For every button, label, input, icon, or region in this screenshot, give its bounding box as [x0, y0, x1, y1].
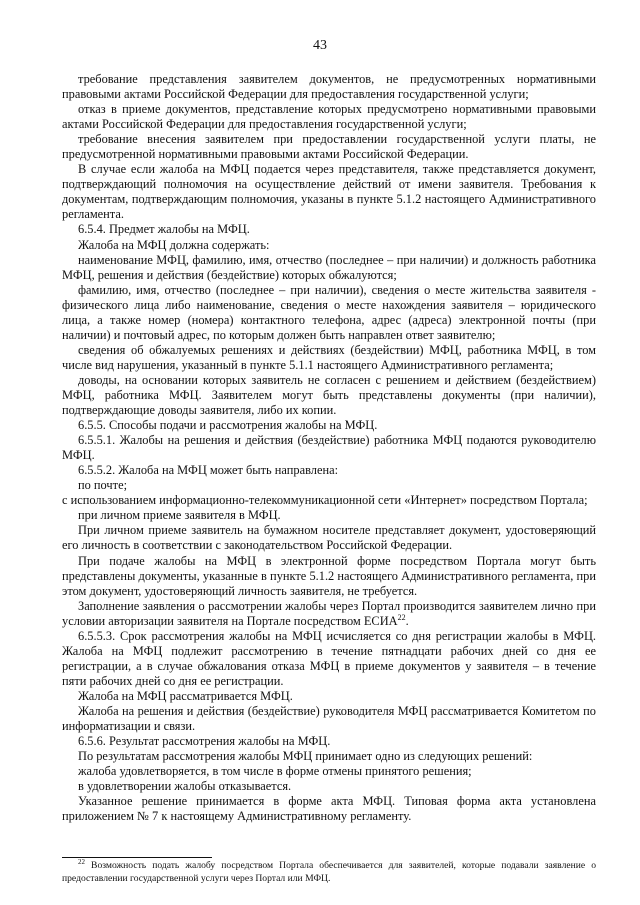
paragraph: 6.5.5.1. Жалобы на решения и действия (бездействие) работника МФЦ подаются руководителю МФЦ.: [62, 433, 596, 463]
paragraph: Указанное решение принимается в форме акта МФЦ. Типовая форма акта установлена приложением № 7 к настоящему Административному регламенту.: [62, 794, 596, 824]
paragraph: доводы, на основании которых заявитель не согласен с решением и действием (бездействием) МФЦ, работника МФЦ. Заявителем могут быть представлены документы (при наличии), подтверждающие доводы заявителя, либо их копии.: [62, 372, 596, 418]
paragraph: По результатам рассмотрения жалобы МФЦ принимает одно из следующих решений:: [78, 749, 533, 764]
paragraph: требование представления заявителем документов, не предусмотренных нормативными правовыми актами Российской Федерации для предоставления государственной услуги;: [62, 72, 596, 102]
paragraph: требование внесения заявителем при предоставлении государственной услуги платы, не предусмотренной нормативными правовыми актами Российской Федерации.: [62, 132, 596, 162]
paragraph: жалоба удовлетворяется, в том числе в форме отмены принятого решения;: [78, 764, 472, 779]
paragraph: отказ в приеме документов, представление которых предусмотрено нормативными правовыми актами Российской Федерации для предоставления государственной услуги;: [62, 102, 596, 132]
page-number: 43: [313, 38, 327, 53]
paragraph: при личном приеме заявителя в МФЦ.: [78, 508, 281, 523]
paragraph: с использованием информационно-телекоммуникационной сети «Интернет» посредством Портала;: [62, 493, 588, 508]
footnote-ref-punct: .: [405, 613, 409, 628]
paragraph-with-footnote: [62, 599, 596, 629]
section-heading: 6.5.6. Результат рассмотрения жалобы на МФЦ.: [78, 734, 331, 749]
footnote-text: Возможность подать жалобу посредством Портала обеспечивается для заявителей, которые подавали заявление о предоставлении государственной услуги через Портал или МФЦ.: [62, 860, 596, 884]
section-heading: 6.5.5. Способы подачи и рассмотрения жалобы на МФЦ.: [78, 418, 378, 433]
paragraph: 6.5.5.3. Срок рассмотрения жалобы на МФЦ исчисляется со дня регистрации жалобы в МФЦ. Жалоба на МФЦ подлежит рассмотрению в течение пятнадцати рабочих дней со дня ее регистрации, а в случае обжалования отказа МФЦ в приеме документов у заявителя – в течение пяти рабочих дней со дня ее регистрации.: [62, 628, 596, 688]
paragraph: Жалоба на МФЦ рассматривается МФЦ.: [78, 688, 293, 703]
footnote-ref: 22: [397, 612, 406, 622]
paragraph: 6.5.5.2. Жалоба на МФЦ может быть направлена:: [78, 463, 339, 478]
paragraph: сведения об обжалуемых решениях и действиях (бездействии) МФЦ, работника МФЦ, в том числе вид нарушения, указанный в пункте 5.1.1 настоящего Административного регламента;: [62, 342, 596, 372]
paragraph: При личном приеме заявитель на бумажном носителе представляет документ, удостоверяющий его личность в соответствии с законодательством Российской Федерации.: [62, 523, 596, 553]
footnote-marker: 22: [78, 857, 85, 866]
paragraph: наименование МФЦ, фамилию, имя, отчество (последнее – при наличии) и должность работника МФЦ, решения и действия (бездействие) которых обжалуются;: [62, 252, 596, 282]
paragraph: фамилию, имя, отчество (последнее – при наличии), сведения о месте жительства заявителя - физического лица либо наименование, сведения о месте нахождения заявителя – юридического лица, а также номер (номера) контактного телефона, адрес (адреса) электронной почты (при наличии) и почтовый адрес, по которым должен быть направлен ответ заявителю;: [62, 282, 596, 342]
paragraph: При подаче жалобы на МФЦ в электронной форме посредством Портала могут быть представлены документы, указанные в пункте 5.1.2 настоящего Административного регламента, при этом документ, удостоверяющий личность заявителя, не требуется.: [62, 553, 596, 598]
paragraph: Жалоба на МФЦ должна содержать:: [78, 237, 270, 252]
paragraph: Жалоба на решения и действия (бездействие) руководителя МФЦ рассматривается Комитетом по информатизации и связи.: [62, 703, 596, 734]
paragraph-text: Заполнение заявления о рассмотрении жалобы через Портал производится заявителем лично при условии авторизации заявителя на Портале посредством ЕСИА: [62, 598, 596, 628]
footnote: [62, 859, 596, 885]
document-body: [62, 72, 596, 824]
paragraph: по почте;: [78, 478, 128, 493]
paragraph: в удовлетворении жалобы отказывается.: [78, 779, 292, 794]
paragraph: В случае если жалоба на МФЦ подается через представителя, также представляется документ, подтверждающий полномочия на осуществление действий от имени заявителя. Требования к документам, подтверждающим полномочия, указаны в пункте 5.1.2 настоящего Административного регламента.: [62, 162, 596, 222]
section-heading: 6.5.4. Предмет жалобы на МФЦ.: [78, 222, 250, 237]
